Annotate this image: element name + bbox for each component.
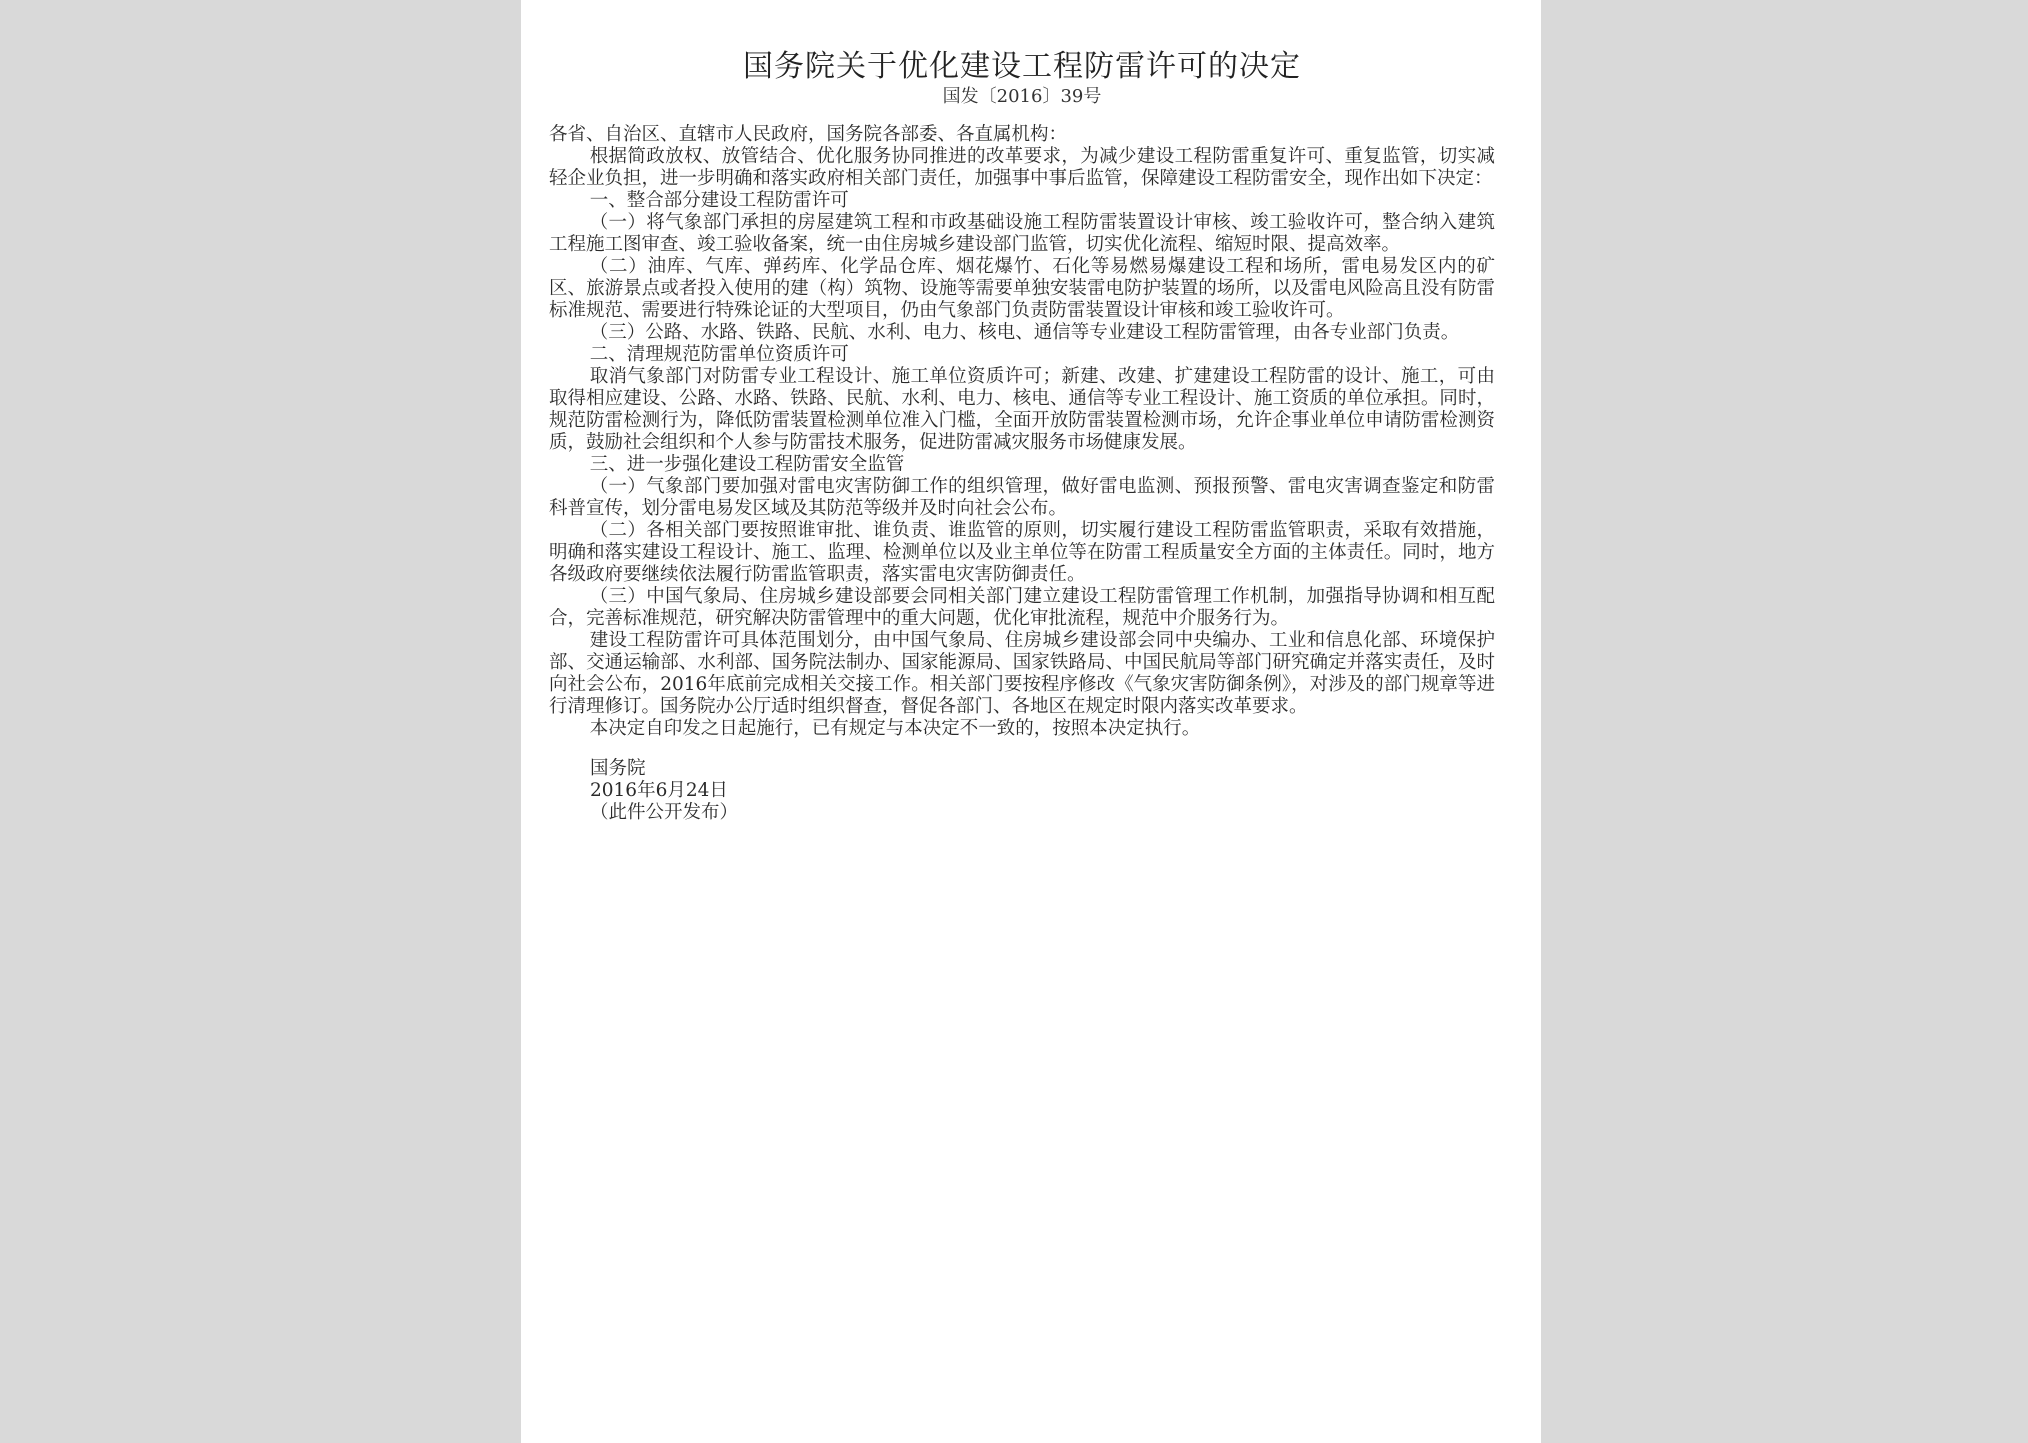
paragraph-1-1: （一）将气象部门承担的房屋建筑工程和市政基础设施工程防雷装置设计审核、竣工验收许可，整合纳入建筑工程施工图审查、竣工验收备案，统一由住房城乡建设部门监管，切实优化流程、缩短时限、提高效率。 <box>549 212 1495 255</box>
spacer <box>549 740 1495 758</box>
salutation: 各省、自治区、直辖市人民政府，国务院各部委、各直属机构： <box>549 124 1068 145</box>
document-number: 国发〔2016〕39号 <box>942 86 1102 107</box>
paragraph-2-1: 取消气象部门对防雷专业工程设计、施工单位资质许可；新建、改建、扩建建设工程防雷的设计、施工，可由取得相应建设、公路、水路、铁路、民航、水利、电力、核电、通信等专业工程设计、施工资质的单位承担。同时，规范防雷检测行为，降低防雷装置检测单位准入门槛，全面开放防雷装置检测市场，允许企事业单位申请防雷检测资质，鼓励社会组织和个人参与防雷技术服务，促进防雷减灾服务市场健康发展。 <box>549 366 1495 453</box>
section-heading-1: 一、整合部分建设工程防雷许可 <box>589 190 849 211</box>
section-heading-2: 二、清理规范防雷单位资质许可 <box>589 344 849 365</box>
paragraph-3-3: （三）中国气象局、住房城乡建设部要会同相关部门建立建设工程防雷管理工作机制，加强指导协调和相互配合，完善标准规范，研究解决防雷管理中的重大问题，优化审批流程，规范中介服务行为。 <box>549 586 1495 629</box>
document-body <box>549 124 1495 740</box>
publication-note: （此件公开发布） <box>590 802 739 823</box>
paragraph-3-2: （二）各相关部门要按照谁审批、谁负责、谁监管的原则，切实履行建设工程防雷监管职责，采取有效措施，明确和落实建设工程设计、施工、监理、检测单位以及业主单位等在防雷工程质量安全方面的主体责任。同时，地方各级政府要继续依法履行防雷监管职责，落实雷电灾害防御责任。 <box>549 520 1495 585</box>
paragraph-effective: 本决定自印发之日起施行，已有规定与本决定不一致的，按照本决定执行。 <box>589 718 1201 739</box>
document-title: 国务院关于优化建设工程防雷许可的决定 <box>743 49 1301 84</box>
issuer: 国务院 <box>590 758 646 779</box>
signature-block <box>549 758 1495 824</box>
issue-date: 2016年6月24日 <box>590 780 728 801</box>
paragraph-3-1: （一）气象部门要加强对雷电灾害防御工作的组织管理，做好雷电监测、预报预警、雷电灾害调查鉴定和防雷科普宣传，划分雷电易发区域及其防范等级并及时向社会公布。 <box>549 476 1495 519</box>
section-heading-3: 三、进一步强化建设工程防雷安全监管 <box>589 454 905 475</box>
paragraph-1-2: （二）油库、气库、弹药库、化学品仓库、烟花爆竹、石化等易燃易爆建设工程和场所，雷电易发区内的矿区、旅游景点或者投入使用的建（构）筑物、设施等需要单独安装雷电防护装置的场所，以及雷电风险高且没有防雷标准规范、需要进行特殊论证的大型项目，仍由气象部门负责防雷装置设计审核和竣工验收许可。 <box>549 256 1495 321</box>
paragraph-intro: 根据简政放权、放管结合、优化服务协同推进的改革要求，为减少建设工程防雷重复许可、重复监管，切实减轻企业负担，进一步明确和落实政府相关部门责任，加强事中事后监管，保障建设工程防雷安全，现作出如下决定： <box>549 146 1495 189</box>
paragraph-scope: 建设工程防雷许可具体范围划分，由中国气象局、住房城乡建设部会同中央编办、工业和信息化部、环境保护部、交通运输部、水利部、国务院法制办、国家能源局、国家铁路局、中国民航局等部门研究确定并落实责任，及时向社会公布，2016年底前完成相关交接工作。相关部门要按程序修改《气象灾害防御条例》，对涉及的部门规章等进行清理修订。国务院办公厅适时组织督查，督促各部门、各地区在规定时限内落实改革要求。 <box>549 630 1495 717</box>
paragraph-1-3: （三）公路、水路、铁路、民航、水利、电力、核电、通信等专业建设工程防雷管理，由各专业部门负责。 <box>589 322 1460 343</box>
document-page <box>521 0 1541 1443</box>
